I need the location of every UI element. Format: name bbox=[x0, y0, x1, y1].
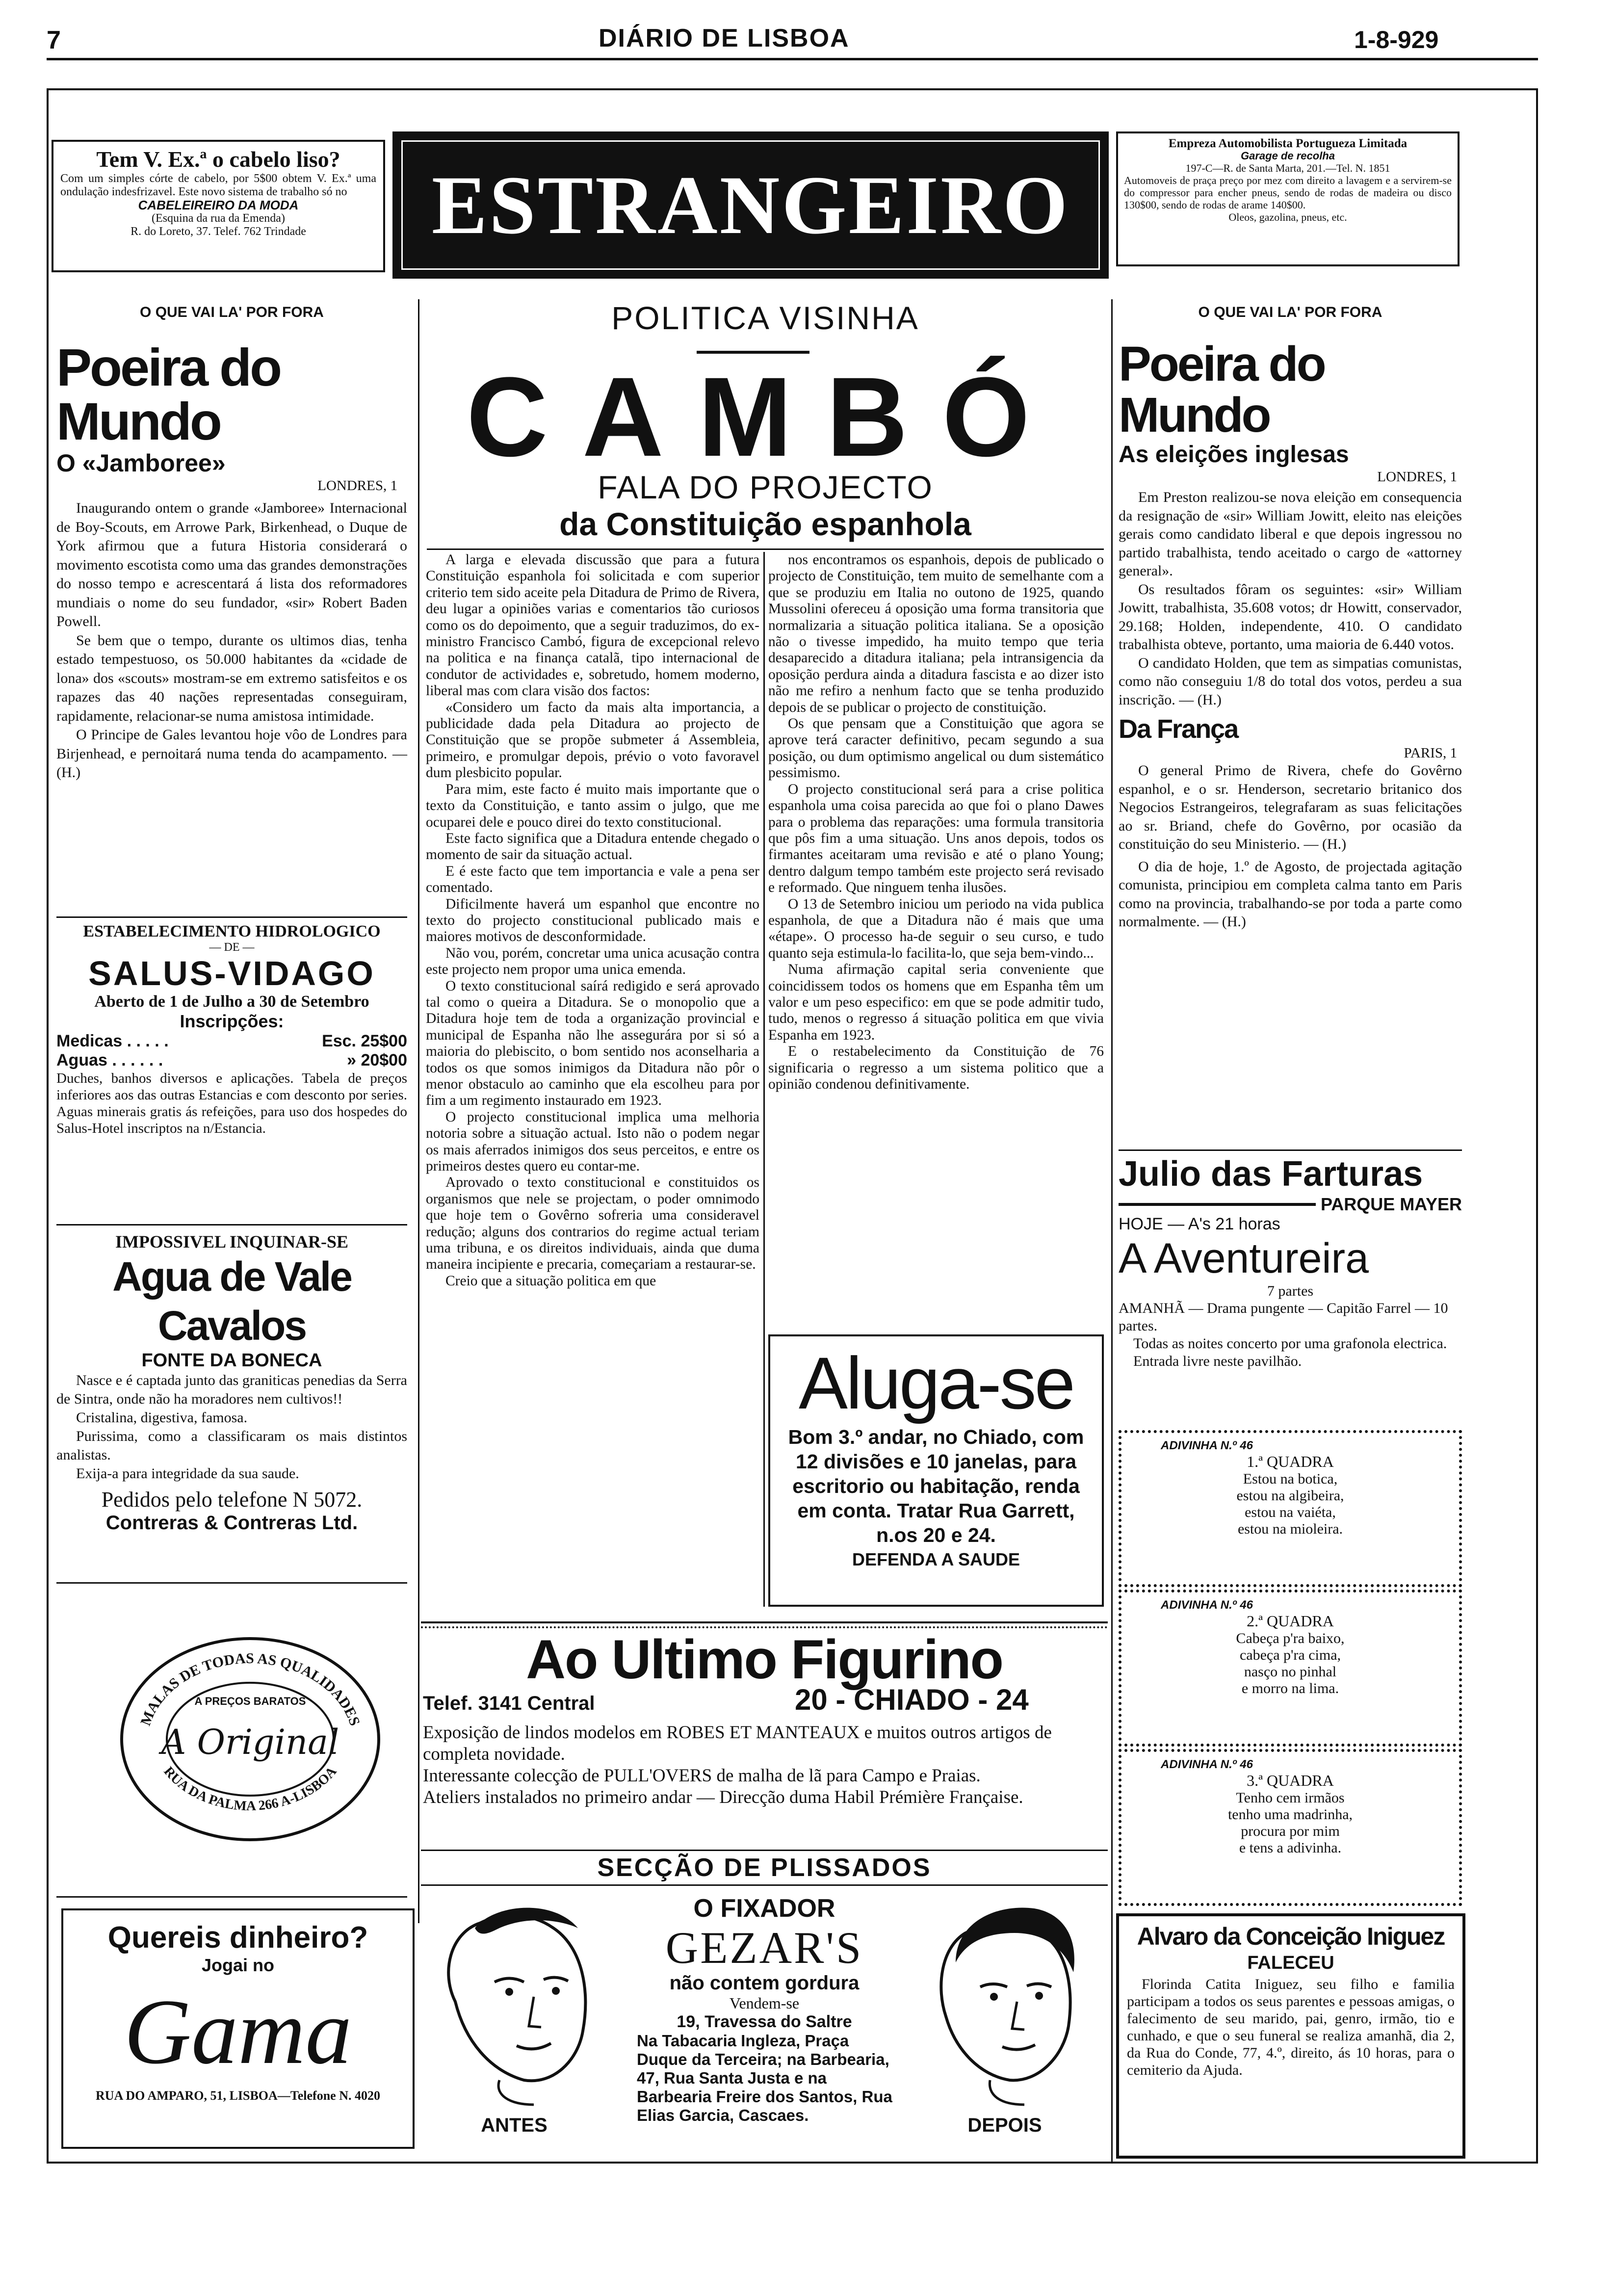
right-article-title: Poeira do Mundo bbox=[1119, 337, 1325, 443]
ad-aluga-text: Bom 3.º andar, no Chiado, com 12 divisões e 10 janelas, para escritorio ou habitação, renda em conta. Tratar Rua Garrett, n.os 20 e 24. bbox=[788, 1426, 1084, 1546]
ad-cabeleireiro-text: Com um simples córte de cabelo, por 5$00 obtem V. Ex.ª uma ondulação indesfrizavel. Este novo sistema de trabalho só no bbox=[60, 172, 376, 198]
ad-gezar-claim: não contem gordura bbox=[669, 1972, 860, 1994]
riddle-2-label: ADIVINHA N.º 46 bbox=[1161, 1598, 1253, 1612]
ad-cabeleireiro-sub: (Esquina da rua da Emenda) bbox=[152, 212, 285, 225]
ad-figurino-border-top bbox=[421, 1621, 1108, 1628]
svg-text:RUA DA PALMA 266 A-LISBOA bbox=[161, 1764, 340, 1814]
ad-agua-fonte: FONTE DA BONECA bbox=[141, 1350, 322, 1371]
riddle-3-quadra: 3.ª QUADRA bbox=[1247, 1772, 1334, 1789]
header-rule bbox=[47, 58, 1538, 60]
face-before-icon bbox=[421, 1894, 617, 2110]
ad-gezar-address: 19, Travessa do Saltre bbox=[677, 2012, 852, 2031]
center-col1-p6: Dificilmente haverá um espanhol que encontre no texto do projecto constitucional publicado mais e maiores motivos de desconformidade. bbox=[426, 896, 759, 945]
riddle-3-line3: procura por mim bbox=[1241, 1823, 1340, 1839]
center-col1-p5: E é este facto que tem importancia e vale a pena ser comentado. bbox=[426, 863, 759, 896]
right-article-p1: Em Preston realizou-se nova eleição em consequencia da resignação de «sir» William Jowitt, eleito nas eleições gerais como candidato liberal e que depois ingressou no partido trabalhista, tendo aceitado o cargo de «attorney general». bbox=[1119, 489, 1462, 579]
ad-salus-row1 bbox=[56, 1032, 407, 1051]
center-col2-p6: E o restabelecimento da Constituição de 76 significaria o regresso a um sistema politico que a opinião condenou definitivamente. bbox=[768, 1044, 1104, 1092]
ad-figurino-body bbox=[423, 1722, 1105, 1808]
ad-farturas-note2: Entrada livre neste pavilhão. bbox=[1133, 1353, 1302, 1369]
right-article-subtitle2: Da França bbox=[1119, 714, 1238, 744]
riddle-2-quadra: 2.ª QUADRA bbox=[1247, 1612, 1334, 1630]
ad-salus-text: Duches, banhos diversos e aplicações. Tabela de preços inferiores aos das outras Estancias e com desconto por series. Aguas minerais gratis ás refeições, para uso dos hospedes do Salus-Hotel inscriptos na n/Estancia. bbox=[56, 1070, 407, 1136]
right-article-p4: O general Primo de Rivera, chefe do Govêrno espanhol, e o sr. Henderson, secretario britanico dos Negocios Estrangeiros, telegrafaram as suas felicitações ao sr. Briand, chefe do Govêrno, por ocasião da constituição do seu Ministerio. — (H.) bbox=[1119, 762, 1462, 852]
ad-aluga bbox=[768, 1334, 1104, 1607]
riddle-2-line2: cabeça p'ra cima, bbox=[1239, 1647, 1341, 1663]
ad-empresa-subtitle: Garage de recolha bbox=[1241, 150, 1335, 162]
ad-empresa bbox=[1116, 131, 1460, 266]
right-article-body2 bbox=[1119, 761, 1462, 931]
ad-empresa-footer: Oleos, gazolina, pneus, etc. bbox=[1228, 211, 1347, 223]
center-col1-p11: Creio que a situação politica em que bbox=[445, 1273, 656, 1289]
ad-cabeleireiro bbox=[52, 140, 385, 272]
page-number: 7 bbox=[47, 26, 61, 54]
riddle-2-line1: Cabeça p'ra baixo, bbox=[1236, 1630, 1345, 1646]
right-article-dateline: LONDRES, 1 bbox=[1377, 469, 1457, 485]
ad-gezar-brand: GEZAR'S bbox=[665, 1923, 863, 1973]
obituary bbox=[1116, 1913, 1465, 2159]
left-article-p1: Inaugurando ontem o grande «Jamboree» Internacional de Boy-Scouts, em Arrowe Park, Birkenhead, o Duque de York afirmou que a futura Historia considerará o movimento escotista como uma das grandes demonstrações do nosso tempo e acrescentará á lista dos reformadores mundiais o nome do seu fundador, «sir» Robert Baden Powell. bbox=[56, 500, 407, 629]
center-rule-top bbox=[427, 548, 1104, 550]
riddle-3-line4: e tens a adivinha. bbox=[1239, 1840, 1342, 1856]
ad-cabeleireiro-name: CABELEIREIRO DA MODA bbox=[138, 198, 299, 212]
ad-original-ring-top: MALAS DE TODAS AS QUALIDADES bbox=[137, 1650, 363, 1728]
ad-aluga-title: Aluga-se bbox=[798, 1342, 1074, 1424]
riddle-1-line4: estou na mioleira. bbox=[1237, 1521, 1343, 1537]
riddle-2-line3: nasço no pinhal bbox=[1244, 1664, 1337, 1680]
ad-gezar-before: ANTES bbox=[481, 2114, 548, 2136]
ad-agua-p3: Purissima, como a classificaram os mais distintos analistas. bbox=[56, 1428, 407, 1463]
center-sub2: da Constituição espanhola bbox=[559, 506, 971, 542]
riddle-3-line1: Tenho cem irmãos bbox=[1236, 1790, 1345, 1806]
center-kicker: POLITICA VISINHA bbox=[611, 300, 919, 336]
ad-original-ring-bottom: RUA DA PALMA 266 A-LISBOA bbox=[160, 1764, 340, 1814]
center-col2-p5: Numa afirmação capital seria conveniente que coincidissem todos os homens que em Espanha têm um valor e um peso especifico: em que se pode admitir tudo, tudo, menos o regresso á situação politica em que vivia Espanha em 1923. bbox=[768, 962, 1104, 1043]
right-article-kicker: O QUE VAI LA' POR FORA bbox=[1198, 304, 1382, 320]
ad-farturas-play: A Aventureira bbox=[1119, 1235, 1369, 1282]
ad-figurino-address: 20 - CHIADO - 24 bbox=[795, 1683, 1029, 1716]
center-col2 bbox=[768, 552, 1104, 1093]
ad-figurino-line1: Exposição de lindos modelos em ROBES ET MANTEAUX e muitos outros artigos de completa novidade. bbox=[423, 1722, 1052, 1764]
center-col-rule bbox=[763, 552, 765, 1607]
riddle-3 bbox=[1119, 1749, 1462, 1906]
column-rule-2 bbox=[1111, 299, 1113, 2164]
ad-salus-inscricoes: Inscripções: bbox=[180, 1011, 284, 1031]
center-col1 bbox=[426, 552, 759, 1289]
center-col1-p1: A larga e elevada discussão que para a futura Constituição espanhola foi solicitada e com superior criterio tem sido aceite pela Ditadura de Primo de Rivera, deu lugar a opiniões varias e comentarios tão curiosos como os do depoimento, que a seguir traduzimos, do ex-ministro Francisco Cambó, figura de excepcional relevo na politica e na finança catalã, tipo internacional de condutor de actividades e, sobretudo, homem moderno, liberal mas com clara visão dos factos: bbox=[426, 552, 759, 699]
ad-salus-row2 bbox=[56, 1051, 407, 1070]
ad-farturas-tomorrow: AMANHÃ — Drama pungente — Capitão Farrel — 10 partes. bbox=[1119, 1300, 1448, 1334]
left-rule-3 bbox=[56, 1582, 407, 1584]
riddle-3-line2: tenho uma madrinha, bbox=[1227, 1806, 1353, 1823]
obituary-name: Alvaro da Conceição Iniguez bbox=[1137, 1923, 1445, 1950]
left-article-p2: Se bem que o tempo, durante os ultimos dias, tenha estado tempestuoso, os 50.000 habitantes da «cidade de lona» dos «scouts» mostram-se em extremo satisfeitos e os rapazes das 40 nações representadas conseguiram, rapidamente, relacionar-se numa amistosa intimidade. bbox=[56, 632, 407, 724]
right-article bbox=[1119, 304, 1462, 931]
riddle-1-label: ADIVINHA N.º 46 bbox=[1161, 1439, 1253, 1452]
ad-agua-name: Agua de Vale Cavalos bbox=[112, 1253, 351, 1349]
ad-original bbox=[118, 1631, 383, 1847]
ad-original-stamp bbox=[118, 1631, 383, 1847]
center-col1-p8: O texto constitucional saírá redigido e será aprovado tal como o queira a Ditadura. Se o monopolio que a Ditadura hoje tem de toda a organização provincial e municipal de Espanha não lhe assegurára por si só a maioria do plebiscito, o bom sentido nos aconselharia a todos os que somos inimigos da Ditadura não pôr o menor obstaculo ao caminho que ela escolheu para por fim a um regimento instaurado em 1923. bbox=[426, 978, 759, 1109]
left-article-title: Poeira do Mundo bbox=[56, 338, 281, 451]
left-article-p3: O Principe de Gales levantou hoje vôo de Londres para Birjenhead, e pernoitará numa tenda do acampamento. — (H.) bbox=[56, 727, 407, 781]
section-banner-inner bbox=[401, 140, 1100, 270]
ad-salus-row1-value: Esc. 25$00 bbox=[322, 1032, 407, 1050]
ad-gezar-center bbox=[627, 1894, 902, 2125]
ad-agua-p4: Exija-a para integridade da sua saude. bbox=[76, 1465, 299, 1482]
section-title: ESTRANGEIRO bbox=[431, 158, 1070, 251]
left-rule-4 bbox=[56, 1896, 407, 1898]
center-col1-p3: Para mim, este facto é muito mais importante que o texto da Constituição, e tanto assim o julgo, que me ocuparei dele e pouco direi do texto constitucional. bbox=[426, 781, 759, 830]
ad-gama-footer: RUA DO AMPARO, 51, LISBOA—Telefone N. 4020 bbox=[96, 2088, 380, 2103]
right-article-p2: Os resultados fôram os seguintes: «sir» William Jowitt, trabalhista, 35.608 votos; dr Howitt, conservador, 29.168; Holden, independente, 410. O candidato trabalhista obteve, portanto, uma maioria de 6.440 votos. bbox=[1119, 581, 1462, 652]
page-date: 1-8-929 bbox=[1354, 26, 1439, 53]
riddle-1-line1: Estou na botica, bbox=[1243, 1471, 1338, 1487]
ad-gama bbox=[61, 1908, 415, 2149]
newspaper-name: DIÁRIO DE LISBOA bbox=[599, 24, 850, 52]
ad-farturas-title: Julio das Farturas bbox=[1119, 1154, 1423, 1194]
ad-empresa-text: Automoveis de praça preço por mez com direito a lavagem e a servirem-se do compressor para encher pneus, sendo de rodas de madeira ou disco 130$00, sendo de rodas de arame 140$00. bbox=[1124, 174, 1452, 211]
ad-gezar-after: DEPOIS bbox=[967, 2114, 1042, 2136]
ad-figurino-line3: Ateliers instalados no primeiro andar — Direcção duma Habil Prémière Française. bbox=[423, 1787, 1023, 1807]
riddle-2 bbox=[1119, 1590, 1462, 1747]
left-article-kicker: O QUE VAI LA' POR FORA bbox=[140, 304, 324, 320]
ad-agua-company: Contreras & Contreras Ltd. bbox=[105, 1512, 358, 1534]
ad-farturas-parts: 7 partes bbox=[1267, 1283, 1314, 1299]
ad-farturas bbox=[1119, 1154, 1462, 1370]
center-col2-p4: O 13 de Setembro iniciou um periodo na vida publica espanhola, de que a Ditadura não é mais que uma «étape». O processo ha-de seguir o seu curso, e tudo quanto seja estimula-lo facilita-lo, que seja bem-vindo... bbox=[768, 896, 1104, 961]
ad-salus-row2-value: » 20$00 bbox=[347, 1051, 407, 1070]
ad-salus-row2-label: Aguas . . . . . . bbox=[56, 1051, 163, 1070]
column-rule-1 bbox=[418, 299, 419, 1923]
ad-original-ring-mid: A PREÇOS BARATOS bbox=[194, 1695, 306, 1707]
center-col1-p7: Não vou, porém, concretar uma unica acusação contra este projecto nem propor uma unica emenda. bbox=[426, 945, 759, 978]
ad-gezar-sold: Vendem-se bbox=[729, 1994, 800, 2012]
riddle-1-line3: estou na vaiéta, bbox=[1245, 1504, 1336, 1520]
left-article-body bbox=[56, 499, 407, 783]
ad-salus-row1-label: Medicas . . . . . bbox=[56, 1032, 169, 1050]
ad-figurino-plissados: SECÇÃO DE PLISSADOS bbox=[421, 1850, 1108, 1886]
ad-figurino-line2: Interessante colecção de PULL'OVERS de malha de lã para Campo e Praias. bbox=[423, 1766, 981, 1786]
ad-gezar-kicker: O FIXADOR bbox=[693, 1894, 835, 1923]
ad-agua-p2: Cristalina, digestiva, famosa. bbox=[76, 1409, 248, 1426]
center-title: CAMBÓ bbox=[466, 354, 1065, 480]
left-rule-2 bbox=[56, 1224, 407, 1226]
ad-agua bbox=[56, 1231, 407, 1534]
left-rule-1 bbox=[56, 916, 407, 918]
right-rule-1 bbox=[1119, 1149, 1462, 1151]
ad-farturas-place: PARQUE MAYER bbox=[1320, 1194, 1462, 1214]
ad-salus-kicker: ESTABELECIMENTO HIDROLOGICO bbox=[83, 922, 381, 940]
ad-salus-season: Aberto de 1 de Julho a 30 de Setembro bbox=[94, 992, 369, 1011]
center-col2-p3: O projecto constitucional será para a crise politica espanhola uma coisa parecida ao que foi o plano Dawes para o problema das reparações: uma formula transitoria que pôs fim a uma situação. Uns anos depois, todos os firmantes aceitaram uma revisão e até o plano Young; dentro dalgum tempo também este projecto será revisado e reformado. Que ninguem tenha ilusões. bbox=[768, 781, 1104, 896]
ad-agua-p1: Nasce e é captada junto das graniticas penedias da Serra de Sintra, onde não ha moradores nem cultivos!! bbox=[56, 1372, 407, 1407]
right-article-body bbox=[1119, 488, 1462, 709]
ad-farturas-place-row bbox=[1119, 1194, 1462, 1215]
center-col1-p10: Aprovado o texto constitucional e constituidos os organismos que nele se projectam, o poder omnimodo que hoje tem o Govêrno sofreria uma consideravel redução; alguns dos contrarios do regime actual teriam uma tribuna, e os direitos individuais, ainda que duma maneira incipiente e precaria, começariam a restaurar-se. bbox=[426, 1174, 759, 1273]
ad-figurino-tel: Telef. 3141 Central bbox=[423, 1693, 595, 1714]
ad-agua-kicker: IMPOSSIVEL INQUINAR-SE bbox=[115, 1232, 349, 1252]
section-banner bbox=[392, 131, 1109, 279]
ad-figurino-title: Ao Ultimo Figurino bbox=[526, 1629, 1003, 1690]
right-article-p5: O dia de hoje, 1.º de Agosto, de projectada agitação comunista, principiou em completa calma tanto em Paris como na provincia, trabalhando-se por toda a parte como normalmente. — (H.) bbox=[1119, 858, 1462, 930]
right-article-p3: O candidato Holden, que tem as simpatias comunistas, como não conseguiu 1/8 do total dos votos, perdeu a sua inscrição. — (H.) bbox=[1119, 654, 1462, 708]
ad-empresa-address: 197-C—R. de Santa Marta, 201.—Tel. N. 1851 bbox=[1185, 162, 1390, 174]
center-col2-p1: nos encontramos os espanhois, depois de publicado o projecto de Constituição, tem muito de semelhante com a que se produziu em Italia no outono de 1925, quando Mussolini ofereceu á oposição uma forma transitoria que normalizaria a situação politica italiana. Se a oposição não o tivesse impedido, ha muito tempo que teria desaparecido a ditadura italiana; pela intransigencia da oposição perdura ainda a ditadura fascista e ao dizer isto não me refiro a nenhum facto que se tenha produzido depois de se publicar o projecto de constituição. bbox=[768, 552, 1104, 715]
ad-empresa-title: Empreza Automobilista Portugueza Limitada bbox=[1168, 137, 1408, 150]
riddle-3-label: ADIVINHA N.º 46 bbox=[1161, 1758, 1253, 1771]
ad-salus-de: — DE — bbox=[209, 941, 255, 954]
center-col2-p2: Os que pensam que a Constituição que agora se aprove terá caracter definitivo, pecam segundo a sua posição, ou dum optimismo angelical ou dum sistemático pessimismo. bbox=[768, 716, 1104, 781]
ad-agua-phone: Pedidos pelo telefone N 5072. bbox=[101, 1487, 363, 1512]
ad-agua-body bbox=[56, 1371, 407, 1483]
left-article bbox=[56, 304, 407, 783]
ad-gezar bbox=[421, 1894, 1108, 2159]
riddle-1 bbox=[1119, 1430, 1462, 1587]
center-sub1: FALA DO PROJECTO bbox=[598, 469, 933, 505]
left-article-dateline: LONDRES, 1 bbox=[317, 478, 397, 494]
center-col1-p2: «Considero um facto da mais alta importancia, a publicidade dada pela Ditadura ao projecto de Constituição que se propõe submeter á Assembleia, primeiro, e promulgar depois, prévio o voto favoravel dum plesbicito popular. bbox=[426, 699, 759, 781]
riddle-1-line2: estou na algibeira, bbox=[1236, 1487, 1344, 1504]
obituary-text: Florinda Catita Iniguez, seu filho e familia participam a todos os seus parentes e pessoas amigas, o falecimento de seu marido, pai, genro, irmão, tio e cunhado, e que o seu funeral se realiza amanhã, dia 2, da Rua do Conde, 77, 4.º, direito, ás 10 horas, para o cemiterio da Ajuda. bbox=[1127, 1976, 1455, 2078]
ad-farturas-note1: Todas as noites concerto por uma grafonola electrica. bbox=[1133, 1335, 1447, 1352]
left-article-subtitle: O «Jamboree» bbox=[56, 449, 226, 477]
right-article-dateline2: PARIS, 1 bbox=[1404, 745, 1457, 761]
ad-gama-sub: Jogai no bbox=[201, 1955, 274, 1975]
ad-salus bbox=[56, 922, 407, 1137]
ad-original-brand: A Original bbox=[161, 1722, 339, 1762]
ad-aluga-footer: DEFENDA A SAUDE bbox=[852, 1549, 1020, 1569]
ad-gama-brand: Gama bbox=[124, 1981, 352, 2084]
ad-farturas-arrow bbox=[1119, 1203, 1316, 1206]
ad-cabeleireiro-address: R. do Loreto, 37. Telef. 762 Trindade bbox=[130, 225, 306, 238]
riddle-2-line4: e morro na lima. bbox=[1241, 1680, 1339, 1696]
right-article-subtitle: As eleições inglesas bbox=[1119, 442, 1349, 468]
center-col1-p9: O projecto constitucional implica uma melhoria notoria sobre a situação actual. Isto não o podem negar os mais aferrados inimigos dos seus perceitos, e entre os primeiros destes quero eu contar-me. bbox=[426, 1109, 759, 1174]
svg-text:MALAS DE TODAS AS QUALIDADES bbox=[137, 1650, 363, 1728]
ad-gezar-text: Na Tabacaria Ingleza, Praça Duque da Terceira; na Barbearia, 47, Rua Santa Justa e na Barbearia Freire dos Santos, Rua Elias Garcia, Cascaes. bbox=[637, 2032, 892, 2124]
ad-salus-name: SALUS-VIDAGO bbox=[88, 954, 375, 992]
obituary-status: FALECEU bbox=[1247, 1953, 1334, 1973]
center-col1-p4: Este facto significa que a Ditadura entende chegado o momento de sair da situação actual. bbox=[426, 830, 759, 863]
riddle-1-quadra: 1.ª QUADRA bbox=[1247, 1453, 1334, 1470]
ad-cabeleireiro-title: Tem V. Ex.ª o cabelo liso? bbox=[96, 147, 340, 172]
ad-gama-title: Quereis dinheiro? bbox=[107, 1921, 368, 1955]
face-after-icon bbox=[907, 1894, 1103, 2110]
ad-farturas-today: HOJE — A's 21 horas bbox=[1119, 1215, 1280, 1233]
